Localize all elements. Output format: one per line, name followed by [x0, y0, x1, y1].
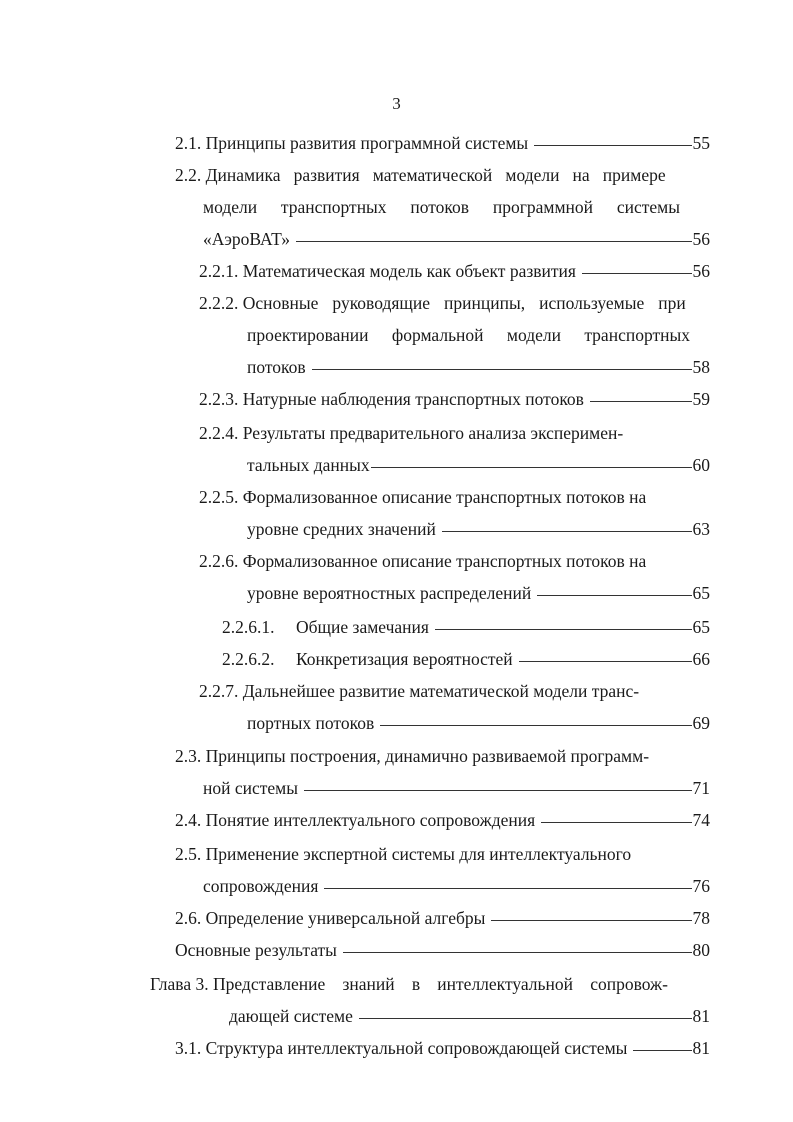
toc-entry-title-cont: проектировании формальной модели транспортных: [247, 325, 690, 345]
toc-entry-title-cont: сопровождения: [203, 876, 319, 896]
toc-page-number: 66: [692, 649, 710, 669]
toc-entry-title: Основные результаты: [175, 940, 337, 960]
toc-entry-2-2-2-line1: [199, 291, 690, 315]
toc-entry-title-cont: тальных данных: [247, 455, 370, 475]
toc-entry-number: 2.2.1.: [199, 261, 239, 281]
toc-entry-2-2-3: [199, 387, 710, 411]
toc-entry-number: 2.2.7.: [199, 681, 239, 701]
toc-entry-title: Формализованное описание транспортных потоков на: [242, 551, 647, 571]
toc-page-number: 56: [692, 229, 710, 249]
toc-entry-title: Результаты предварительного анализа эксперимен-: [242, 423, 624, 443]
toc-page-number: 56: [692, 261, 710, 281]
toc-entry-2-2-6-line2: [247, 581, 710, 605]
toc-entry-2-2-line3: [203, 227, 710, 251]
toc-entry-number: 2.2.4.: [199, 423, 239, 443]
leader-line: [541, 822, 691, 823]
toc-entry-title-cont: уровне средних значений: [247, 519, 436, 539]
leader-line: [324, 888, 691, 889]
leader-line: [435, 629, 692, 630]
toc-entry-title: Структура интеллектуальной сопровождающей системы: [205, 1038, 628, 1058]
toc-entry-2-5-line1: [175, 842, 675, 866]
toc-entry-2-2-5-line2: [247, 517, 710, 541]
leader-line: [491, 920, 691, 921]
toc-entry-2-4: [175, 808, 710, 832]
toc-entry-number: 2.2.: [175, 165, 202, 185]
toc-entry-number: 2.2.5.: [199, 487, 239, 507]
toc-entry-title-cont: «АэроВАТ»: [203, 229, 291, 249]
toc-entry-title: Дальнейшее развитие математической модели транс-: [242, 681, 640, 701]
leader-line: [442, 531, 692, 532]
toc-entry-2-2-6-line1: [199, 549, 684, 573]
toc-entry-number: 2.2.6.2.: [222, 649, 275, 669]
toc-entry-chapter-3-line1: [150, 972, 680, 996]
toc-entry-number: 2.3.: [175, 746, 202, 766]
toc-page-number: 80: [692, 940, 710, 960]
toc-entry-number: 2.6.: [175, 908, 202, 928]
toc-entry-chapter-3-line2: [229, 1004, 710, 1028]
toc-entry-title: Общие замечания: [296, 617, 429, 637]
toc-entry-2-2-4-line1: [199, 421, 659, 445]
toc-entry-title: Представление знаний в интеллектуальной сопровож-: [212, 974, 668, 994]
toc-page-number: 65: [692, 617, 710, 637]
toc-entry-main-results: [175, 938, 710, 962]
toc-entry-number: 3.1.: [175, 1038, 202, 1058]
toc-entry-2-2-5-line1: [199, 485, 684, 509]
page-number: 3: [392, 94, 401, 113]
toc-page-number: 55: [692, 133, 710, 153]
toc-entry-2-2-2-line3: [247, 355, 710, 379]
toc-entry-title: Динамика развития математической модели на примере: [205, 165, 666, 185]
toc-entry-title: Математическая модель как объект развития: [242, 261, 576, 281]
toc-entry-title-cont: дающей системе: [229, 1006, 353, 1026]
leader-line: [534, 145, 691, 146]
toc-entry-2-3-line1: [175, 744, 695, 768]
leader-line: [519, 661, 692, 662]
leader-line: [380, 725, 691, 726]
toc-entry-2-2-7-line1: [199, 679, 679, 703]
toc-entry-2-2-line1: [175, 163, 680, 187]
toc-entry-number: 2.4.: [175, 810, 202, 830]
toc-entry-number: 2.2.3.: [199, 389, 239, 409]
toc-entry-2-5-line2: [203, 874, 710, 898]
toc-entry-2-2-line2: [203, 195, 680, 219]
toc-entry-title: Формализованное описание транспортных потоков на: [242, 487, 647, 507]
leader-line: [590, 401, 692, 402]
toc-entry-title: Определение универсальной алгебры: [205, 908, 486, 928]
toc-entry-2-2-7-line2: [247, 711, 710, 735]
toc-entry-title: Понятие интеллектуального сопровождения: [205, 810, 536, 830]
toc-entry-number: 2.5.: [175, 844, 202, 864]
toc-page-number: 74: [692, 810, 710, 830]
leader-line: [343, 952, 692, 953]
toc-entry-number: Глава 3.: [150, 974, 209, 994]
leader-line: [359, 1018, 692, 1019]
toc-entry-title: Конкретизация вероятностей: [296, 649, 513, 669]
toc-entry-2-2-1: [199, 259, 710, 283]
leader-line: [371, 467, 692, 468]
toc-entry-number: 2.2.2.: [199, 293, 239, 313]
leader-line: [296, 241, 691, 242]
toc-entry-title-cont: портных потоков: [247, 713, 375, 733]
toc-page-number: 59: [692, 389, 710, 409]
toc-entry-2-1: [175, 131, 710, 155]
toc-entry-title: Применение экспертной системы для интеллектуального: [205, 844, 632, 864]
toc-entry-2-2-6-2: [222, 647, 710, 671]
toc-entry-3-1: [175, 1036, 710, 1060]
toc-entry-number: 2.2.6.1.: [222, 617, 275, 637]
toc-page-number: 78: [692, 908, 710, 928]
toc-entry-number: 2.1.: [175, 133, 202, 153]
toc-entry-2-6: [175, 906, 710, 930]
toc-entry-2-2-4-line2: [247, 453, 710, 477]
toc-entry-number: 2.2.6.: [199, 551, 239, 571]
toc-page-number: 65: [692, 583, 710, 603]
toc-entry-title: Принципы построения, динамично развиваемой программ-: [205, 746, 650, 766]
toc-page-number: 81: [692, 1038, 710, 1058]
leader-line: [633, 1050, 691, 1051]
leader-line: [582, 273, 692, 274]
toc-page-number: 69: [692, 713, 710, 733]
toc-page-number: 76: [692, 876, 710, 896]
toc-entry-2-2-6-1: [222, 615, 710, 639]
toc-page-number: 60: [692, 455, 710, 475]
toc-entry-title: Принципы развития программной системы: [205, 133, 529, 153]
toc-entry-title-cont: потоков: [247, 357, 306, 377]
toc-entry-2-3-line2: [203, 776, 710, 800]
toc-page-number: 81: [692, 1006, 710, 1026]
leader-line: [312, 369, 692, 370]
toc-page-number: 63: [692, 519, 710, 539]
toc-entry-2-2-2-line2: [247, 323, 690, 347]
toc-entry-title-cont: модели транспортных потоков программной системы: [203, 197, 680, 217]
toc-page-number: 58: [692, 357, 710, 377]
toc-entry-title-cont: ной системы: [203, 778, 299, 798]
toc-entry-title: Натурные наблюдения транспортных потоков: [242, 389, 584, 409]
leader-line: [304, 790, 691, 791]
leader-line: [537, 595, 691, 596]
toc-entry-title-cont: уровне вероятностных распределений: [247, 583, 532, 603]
toc-entry-title: Основные руководящие принципы, используемые при: [242, 293, 686, 313]
toc-page-number: 71: [692, 778, 710, 798]
